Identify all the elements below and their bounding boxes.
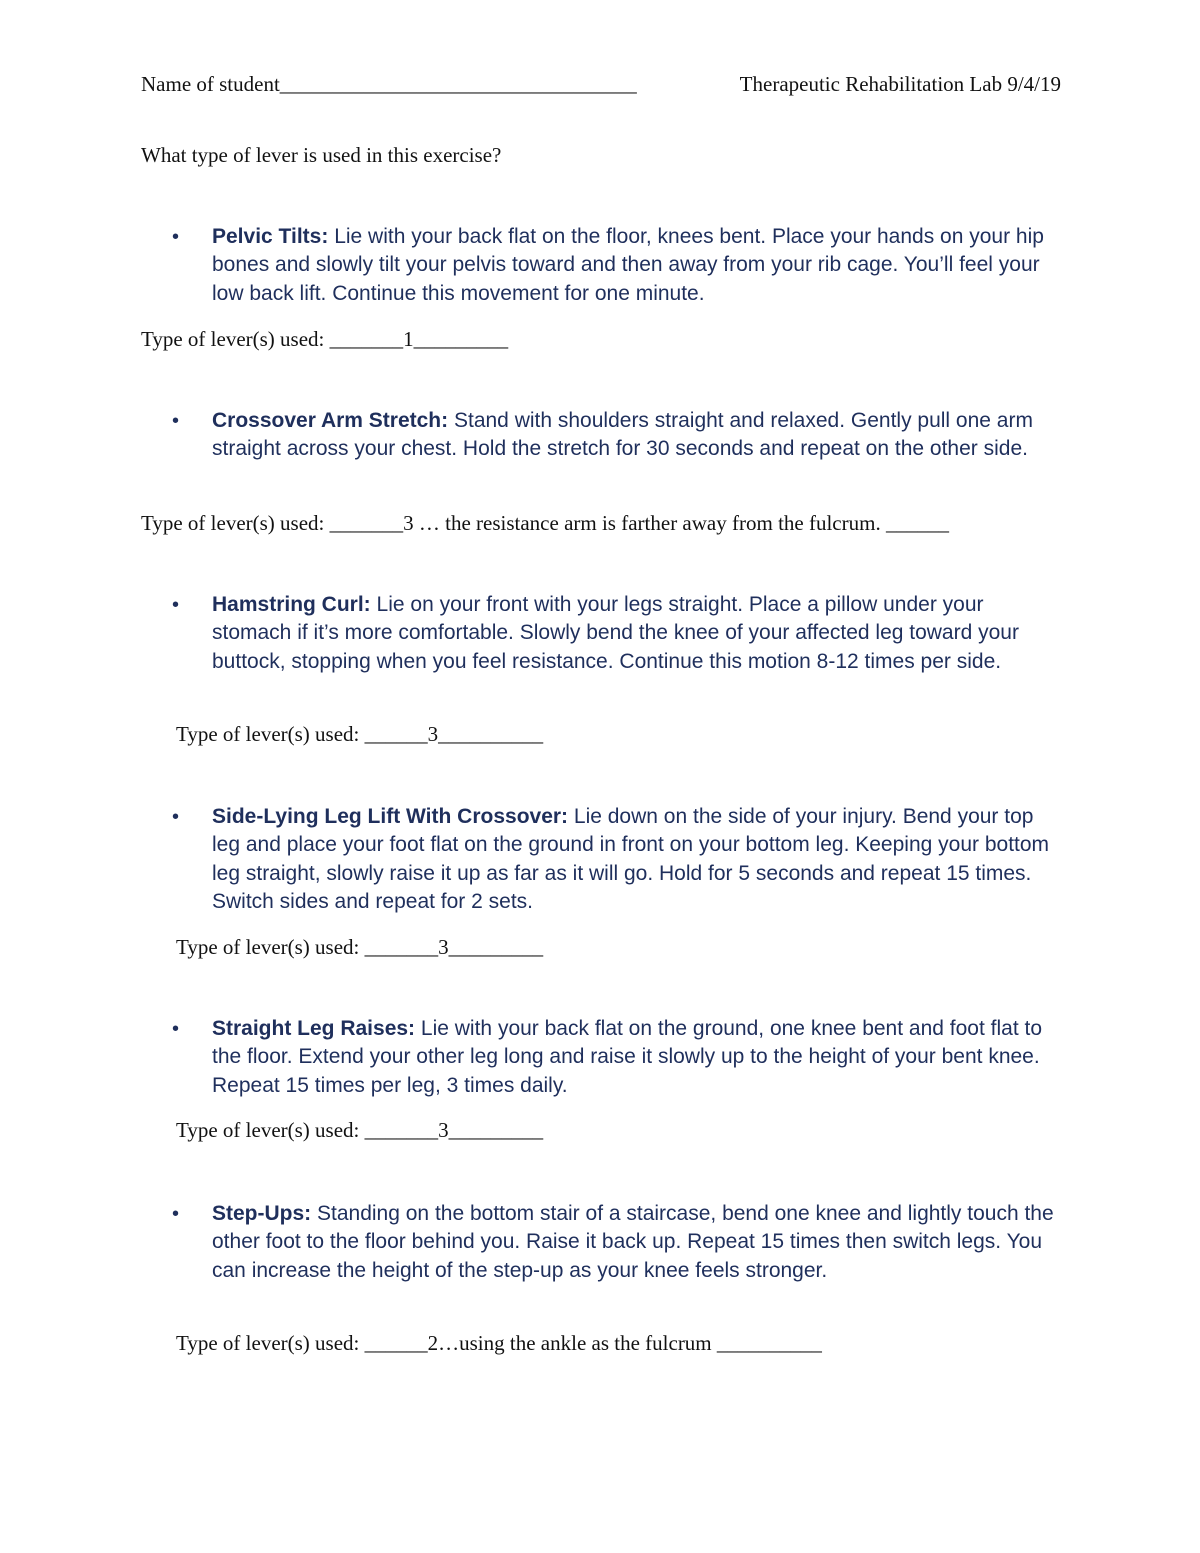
bullet-point: • (172, 226, 180, 248)
exercise-description: Lie with your back flat on the floor, knees bent. Place your hands on your hip bones and slowly tilt your pelvis toward and then away from your rib cage. You’ll feel your low back lift. Continue this movement for one minute. (212, 225, 1044, 305)
lever-answer: Type of lever(s) used: _______1_________ (141, 327, 509, 351)
exercise-description: Lie down on the side of your injury. Bend your top leg and place your foot flat on the ground in front on your bottom leg. Keeping your bottom leg straight, slowly raise it up as far as it will go. Hold for 5 seconds and repeat 15 times. Switch sides and repeat for 2 sets. (212, 805, 1050, 913)
bullet-point: • (172, 594, 180, 616)
exercise-description: Stand with shoulders straight and relaxed. Gently pull one arm straight across your chest. Hold the stretch for 30 seconds and repeat on the other side. (212, 409, 1033, 461)
exercise-title: Crossover Arm Stretch: (212, 409, 449, 432)
exercise-text (212, 1200, 1062, 1285)
page-header (141, 72, 1061, 102)
course-title: Therapeutic Rehabilitation Lab 9/4/19 (739, 72, 1061, 96)
lever-answer: Type of lever(s) used: _______3_________ (176, 935, 544, 959)
exercise-description: Lie on your front with your legs straight. Place a pillow under your stomach if it’s more comfortable. Slowly bend the knee of your affected leg toward your buttock, stopping when you feel resistance. Continue this motion 8-12 times per side. (212, 593, 1019, 673)
exercise-title: Hamstring Curl: (212, 593, 371, 616)
exercise-title: Side-Lying Leg Lift With Crossover: (212, 805, 569, 828)
exercise-title: Straight Leg Raises: (212, 1017, 416, 1040)
bullet-point: • (172, 806, 180, 828)
bullet-point: • (172, 410, 180, 432)
bullet-point: • (172, 1203, 180, 1225)
exercise-text (212, 223, 1062, 308)
exercise-text (212, 591, 1062, 676)
question-prompt: What type of lever is used in this exercise? (141, 143, 502, 167)
lever-answer: Type of lever(s) used: _______3_________ (176, 1118, 544, 1142)
lever-answer: Type of lever(s) used: ______2…using the ankle as the fulcrum __________ (176, 1331, 822, 1355)
exercise-text (212, 407, 1062, 464)
lever-answer: Type of lever(s) used: ______3__________ (176, 722, 544, 746)
exercise-text (212, 803, 1062, 916)
lever-answer: Type of lever(s) used: _______3 … the resistance arm is farther away from the fulcrum. ______ (141, 511, 949, 535)
bullet-point: • (172, 1018, 180, 1040)
exercise-title: Pelvic Tilts: (212, 225, 329, 248)
exercise-title: Step-Ups: (212, 1202, 312, 1225)
student-name-line: Name of student__________________________________ (141, 72, 637, 96)
exercise-description: Standing on the bottom stair of a staircase, bend one knee and lightly touch the other foot to the floor behind you. Raise it back up. Repeat 15 times then switch legs. You can increase the height of the step-up as your knee feels stronger. (212, 1202, 1054, 1282)
exercise-description: Lie with your back flat on the ground, one knee bent and foot flat to the floor. Extend your other leg long and raise it slowly up to the height of your bent knee. Repeat 15 times per leg, 3 times daily. (212, 1017, 1042, 1097)
exercise-text (212, 1015, 1062, 1100)
